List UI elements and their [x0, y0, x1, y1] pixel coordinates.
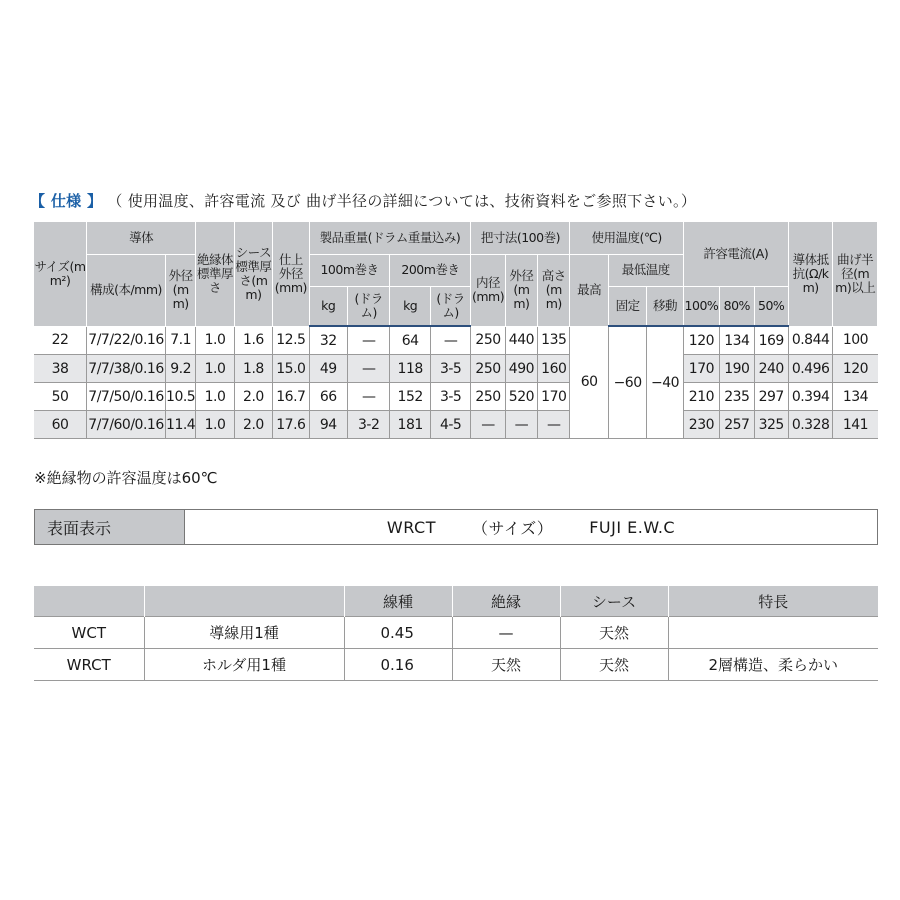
col-kg100: kg	[309, 286, 347, 326]
cell-sheath: 天然	[560, 649, 668, 681]
col-p50: 50%	[754, 286, 788, 326]
type-col-code	[34, 586, 144, 617]
col-p80: 80%	[720, 286, 754, 326]
cell-temp-fixed: −60	[608, 326, 646, 439]
table-row	[34, 326, 878, 355]
col-fixed: 固定	[608, 286, 646, 326]
cell-bend: 120	[833, 355, 878, 383]
cell-outer: 440	[505, 326, 537, 355]
cell-drum100: 3-2	[347, 411, 389, 439]
col-p100: 100%	[683, 286, 719, 326]
cell-wire: 0.16	[344, 649, 452, 681]
cell-kg200: 152	[390, 383, 430, 411]
cell-height: 135	[538, 326, 570, 355]
cell-size: 38	[34, 355, 87, 383]
col-composition: 構成(本/mm)	[87, 254, 166, 326]
col-min: 最低温度	[608, 254, 683, 286]
spec-title	[30, 190, 880, 212]
cell-outer: 490	[505, 355, 537, 383]
cell-a100: 170	[683, 355, 719, 383]
cell-kg200: 64	[390, 326, 430, 355]
cell-a50: 240	[754, 355, 788, 383]
cell-bend: 134	[833, 383, 878, 411]
cell-kg100: 49	[309, 355, 347, 383]
type-col-ins: 絶縁	[452, 586, 560, 617]
cell-outer: 520	[505, 383, 537, 411]
spec-table	[34, 222, 878, 439]
cell-drum200: 3-5	[430, 355, 470, 383]
cell-drum100: —	[347, 355, 389, 383]
cell-fod: 12.5	[273, 326, 309, 355]
cell-sheath: 1.6	[234, 326, 272, 355]
cell-a50: 297	[754, 383, 788, 411]
cell-od: 7.1	[165, 326, 195, 355]
cell-height: 160	[538, 355, 570, 383]
cell-height: —	[538, 411, 570, 439]
surface-marking	[34, 509, 878, 545]
cell-feature	[668, 617, 878, 649]
cell-res: 0.328	[788, 411, 832, 439]
cell-temp-max: 60	[570, 326, 608, 439]
col-current: 許容電流(A)	[683, 222, 788, 286]
type-col-wire: 線種	[344, 586, 452, 617]
marking-part-1: WRCT	[386, 517, 436, 537]
cell-res: 0.496	[788, 355, 832, 383]
cell-use: 導線用1種	[144, 617, 344, 649]
cell-res: 0.844	[788, 326, 832, 355]
cell-size: 22	[34, 326, 87, 355]
col-drum100: (ドラム)	[347, 286, 389, 326]
footnote: ※絶縁物の許容温度は60℃	[34, 469, 218, 487]
cell-comp: 7/7/22/0.16	[87, 326, 166, 355]
cell-fod: 16.7	[273, 383, 309, 411]
cell-a80: 257	[720, 411, 754, 439]
cell-drum100: —	[347, 326, 389, 355]
marking-part-3: FUJI E.W.C	[589, 517, 676, 537]
cell-od: 9.2	[165, 355, 195, 383]
col-max: 最高	[570, 254, 608, 326]
spec-note: （ 使用温度、許容電流 及び 曲げ半径の詳細については、技術資料をご参照下さい。）	[107, 192, 697, 210]
cell-ins: 1.0	[196, 326, 234, 355]
cell-res: 0.394	[788, 383, 832, 411]
cell-sheath: 1.8	[234, 355, 272, 383]
table-row	[34, 617, 878, 649]
col-moving: 移動	[647, 286, 683, 326]
cell-sheath: 2.0	[234, 383, 272, 411]
cell-inner: 250	[471, 355, 505, 383]
cell-a80: 235	[720, 383, 754, 411]
type-col-feature: 特長	[668, 586, 878, 617]
cell-kg200: 118	[390, 355, 430, 383]
cell-comp: 7/7/50/0.16	[87, 383, 166, 411]
col-bend: 曲げ半径(mm)以上	[833, 222, 878, 326]
cell-outer: —	[505, 411, 537, 439]
col-size: サイズ(mm²)	[34, 222, 87, 326]
col-kg200: kg	[390, 286, 430, 326]
cell-a100: 210	[683, 383, 719, 411]
cell-inner: —	[471, 411, 505, 439]
cell-temp-moving: −40	[647, 326, 683, 439]
col-conductor-od: 外径(mm)	[165, 254, 195, 326]
table-row	[34, 411, 878, 439]
cell-drum100: —	[347, 383, 389, 411]
col-weight: 製品重量(ドラム重量込み)	[309, 222, 471, 254]
col-drum200: (ドラム)	[430, 286, 470, 326]
col-sheath: シース標準厚さ(mm)	[234, 222, 272, 326]
cell-wire: 0.45	[344, 617, 452, 649]
col-w200: 200m巻き	[390, 254, 471, 286]
cell-od: 11.4	[165, 411, 195, 439]
table-row	[34, 355, 878, 383]
cell-inner: 250	[471, 383, 505, 411]
cell-inner: 250	[471, 326, 505, 355]
col-temp: 使用温度(℃)	[570, 222, 683, 254]
cell-comp: 7/7/38/0.16	[87, 355, 166, 383]
col-insulation: 絶縁体標準厚さ	[196, 222, 234, 326]
cell-bend: 141	[833, 411, 878, 439]
type-table	[34, 586, 878, 681]
cell-ins: 天然	[452, 649, 560, 681]
cell-drum200: —	[430, 326, 470, 355]
cell-ins: 1.0	[196, 383, 234, 411]
col-inner: 内径(mm)	[471, 254, 505, 326]
cell-a100: 230	[683, 411, 719, 439]
cell-bend: 100	[833, 326, 878, 355]
cell-size: 60	[34, 411, 87, 439]
cell-kg100: 32	[309, 326, 347, 355]
col-w100: 100m巻き	[309, 254, 390, 286]
surface-marking-value	[185, 510, 877, 544]
cell-ins: 1.0	[196, 355, 234, 383]
marking-part-2: （サイズ）	[471, 518, 554, 538]
col-drum-dims: 把寸法(100巻)	[471, 222, 570, 254]
table-row	[34, 383, 878, 411]
cell-od: 10.5	[165, 383, 195, 411]
cell-a100: 120	[683, 326, 719, 355]
cell-kg100: 66	[309, 383, 347, 411]
type-col-sheath: シース	[560, 586, 668, 617]
spec-table-body	[34, 326, 878, 439]
cell-kg100: 94	[309, 411, 347, 439]
cell-code: WCT	[34, 617, 144, 649]
col-outer: 外径(mm)	[505, 254, 537, 326]
cell-kg200: 181	[390, 411, 430, 439]
cell-fod: 15.0	[273, 355, 309, 383]
cell-a50: 325	[754, 411, 788, 439]
cell-a80: 134	[720, 326, 754, 355]
spec-heading: 【 仕様 】	[30, 192, 103, 210]
cell-height: 170	[538, 383, 570, 411]
cell-ins: 1.0	[196, 411, 234, 439]
cell-a50: 169	[754, 326, 788, 355]
col-finished-od: 仕上外径(mm)	[273, 222, 309, 326]
cell-fod: 17.6	[273, 411, 309, 439]
cell-ins: —	[452, 617, 560, 649]
table-row	[34, 649, 878, 681]
type-col-use	[144, 586, 344, 617]
cell-code: WRCT	[34, 649, 144, 681]
cell-use: ホルダ用1種	[144, 649, 344, 681]
cell-sheath: 2.0	[234, 411, 272, 439]
surface-marking-label: 表面表示	[35, 510, 185, 544]
cell-sheath: 天然	[560, 617, 668, 649]
cell-size: 50	[34, 383, 87, 411]
col-resistance: 導体抵抗(Ω/km)	[788, 222, 832, 326]
cell-a80: 190	[720, 355, 754, 383]
cell-feature: 2層構造、柔らかい	[668, 649, 878, 681]
cell-comp: 7/7/60/0.16	[87, 411, 166, 439]
cell-drum200: 3-5	[430, 383, 470, 411]
col-height: 高さ(mm)	[538, 254, 570, 326]
col-conductor: 導体	[87, 222, 196, 254]
cell-drum200: 4-5	[430, 411, 470, 439]
